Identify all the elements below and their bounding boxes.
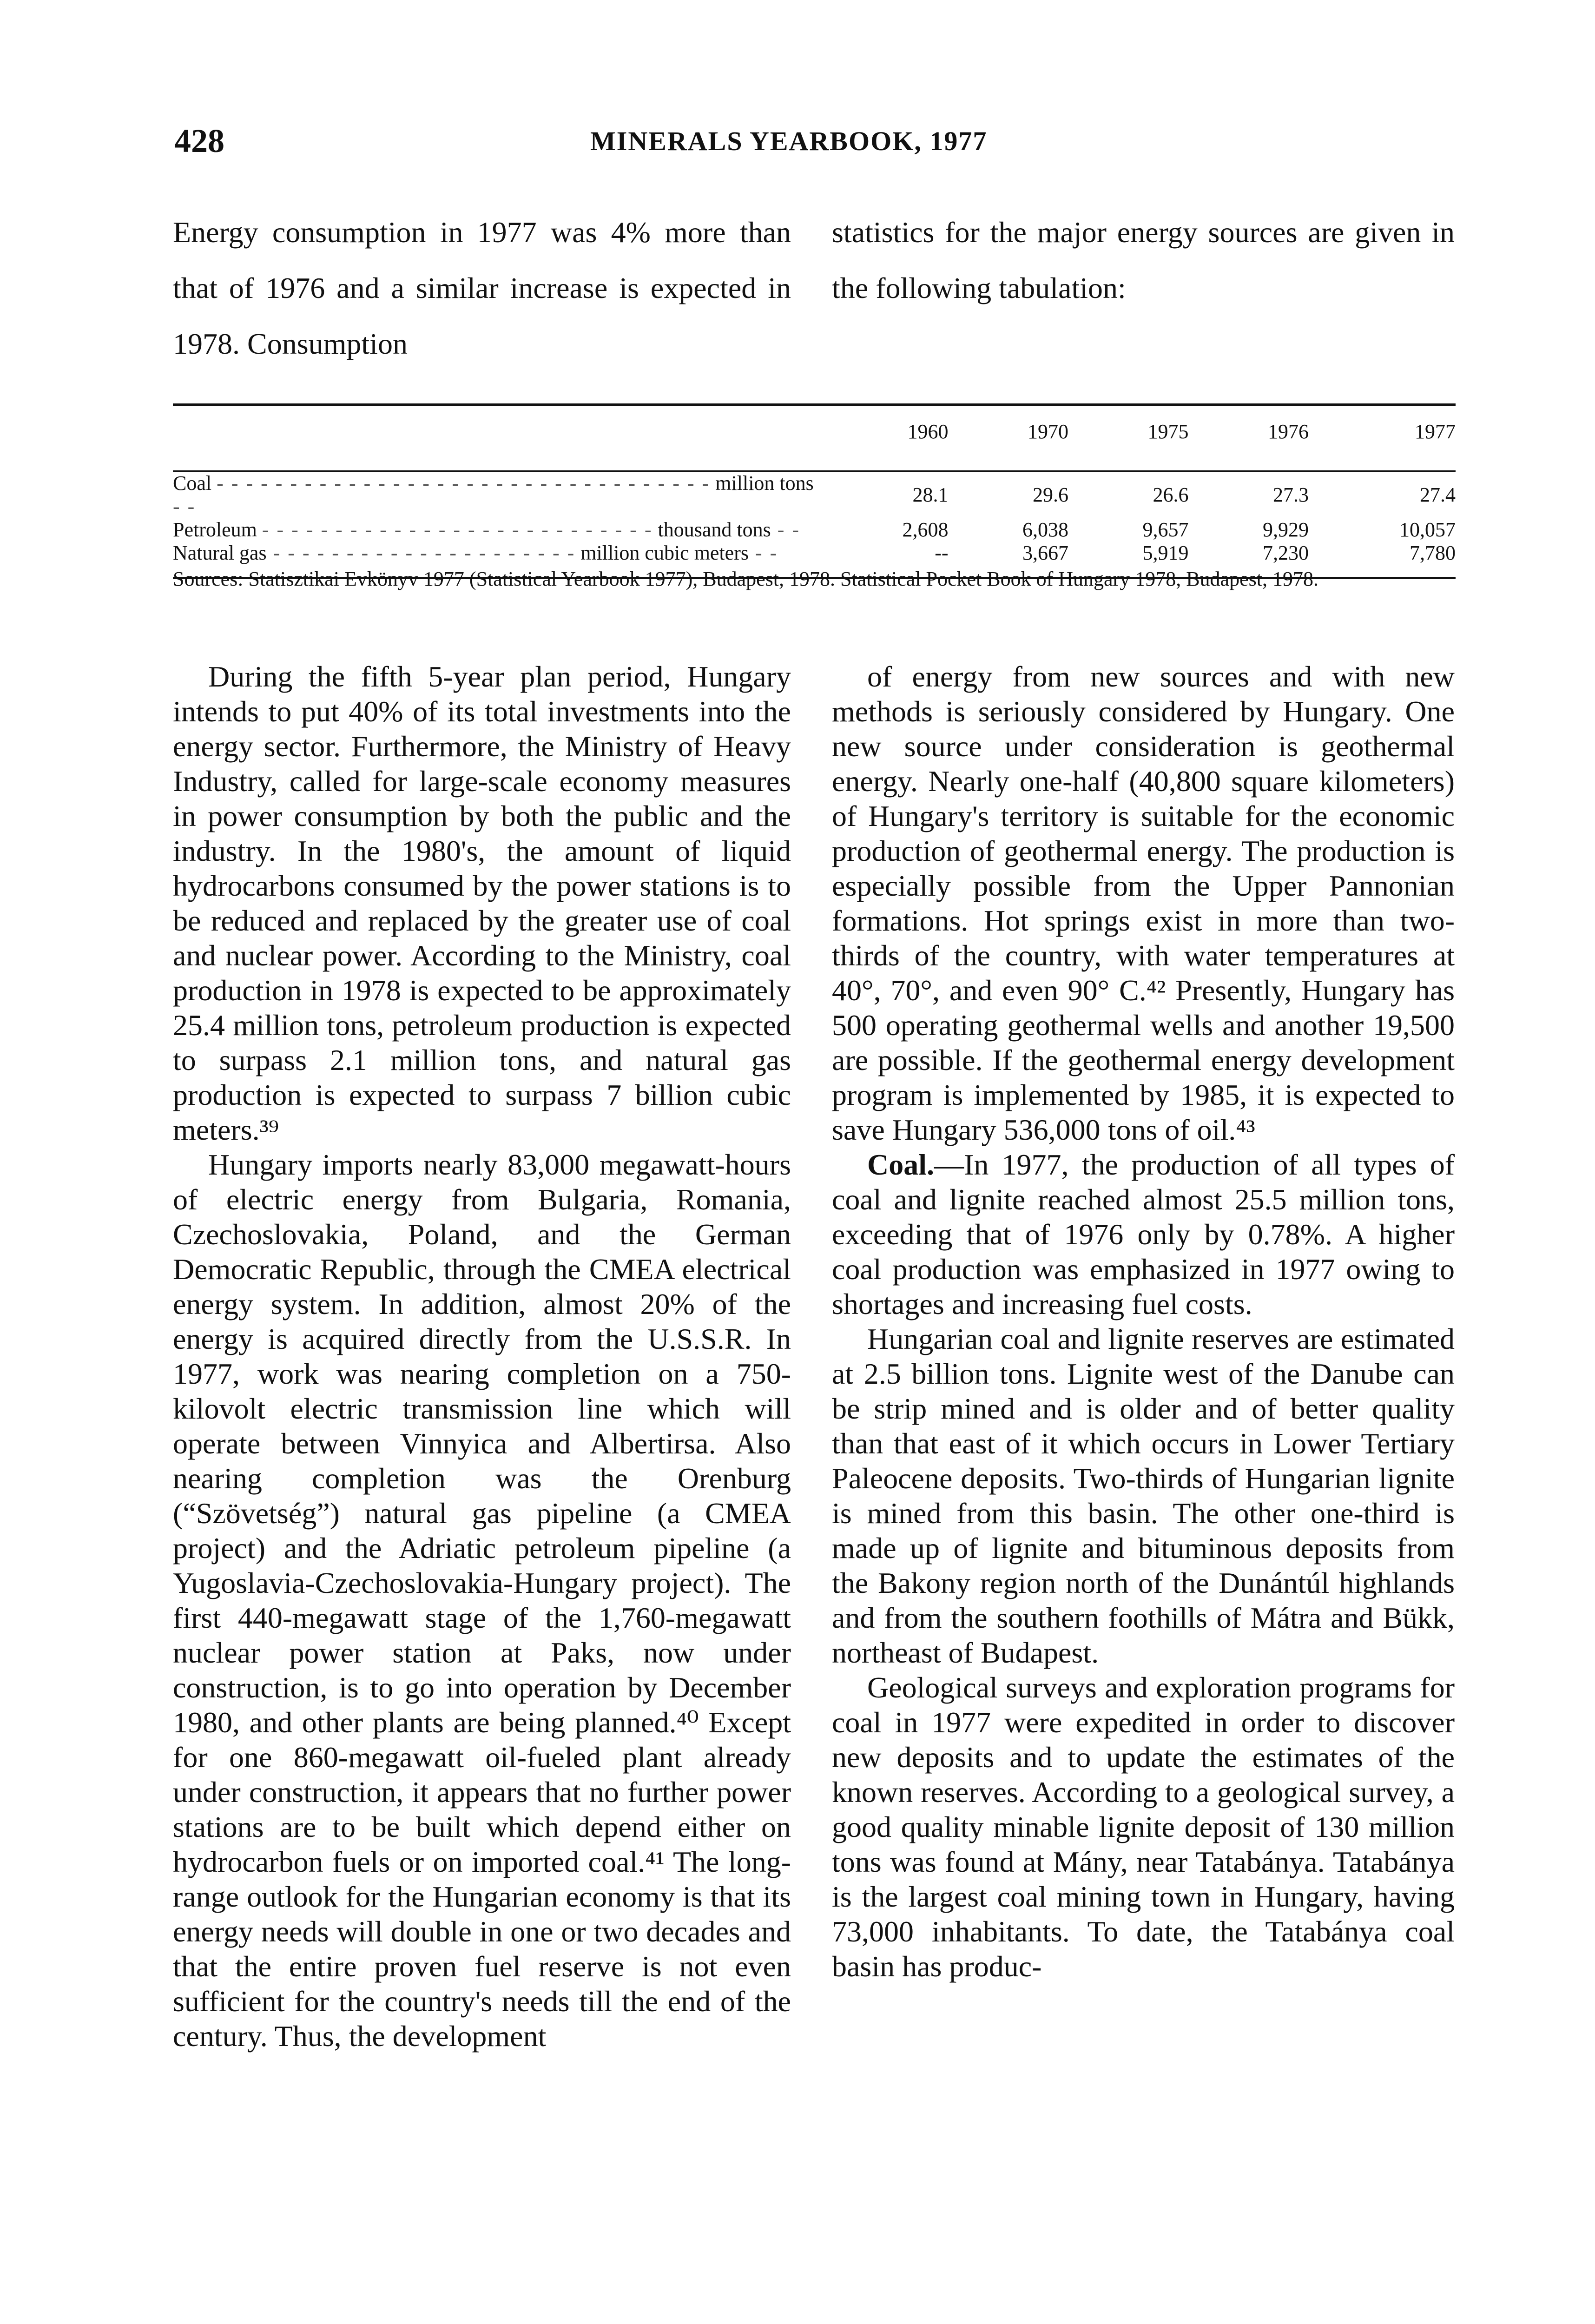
table-cell: 6,038 bbox=[1022, 518, 1068, 541]
table-cell: 7,230 bbox=[1263, 541, 1309, 564]
energy-data-table bbox=[173, 406, 1456, 565]
table-cell: 28.1 bbox=[912, 483, 949, 506]
year-header: 1970 bbox=[1028, 420, 1068, 443]
body-column-left bbox=[173, 659, 791, 2053]
row-label: Natural gas - - - - - - - - - - - - - - - - - - - - - million cubic meters - - bbox=[173, 541, 778, 564]
header-label-cell bbox=[173, 406, 828, 443]
table-row bbox=[173, 472, 1456, 518]
paragraph: of energy from new sources and with new methods is seriously considered by Hungary. One new source under consideration is geothermal energy. Nearly one-half (40,800 square kilometers) of Hungary's territory is suitable for the economic production of geothermal energy. The production is especially possible from the Upper Pannonian formations. Hot springs exist in more than two-thirds of the country, with water temperatures at 40°, 70°, and even 90° C.⁴² Presently, Hungary has 500 operating geothermal wells and another 19,500 are possible. If the geothermal energy development program is implemented by 1985, it is expected to save Hungary 536,000 tons of oil.⁴³ bbox=[832, 660, 1455, 1146]
paragraph bbox=[832, 1147, 1455, 1321]
table-cell: 26.6 bbox=[1153, 483, 1189, 506]
table-cell: -- bbox=[935, 541, 949, 564]
year-header: 1975 bbox=[1147, 420, 1189, 443]
table-header-row bbox=[173, 406, 1456, 443]
table-cell: 27.4 bbox=[1420, 483, 1456, 506]
running-head: MINERALS YEARBOOK, 1977 bbox=[590, 126, 988, 156]
table-cell: 5,919 bbox=[1142, 541, 1189, 564]
paragraph-text: —In 1977, the production of all types of coal and lignite reached almost 25.5 million tons, exceeding that of 1976 only by 0.78%. A higher coal production was emphasized in 1977 owing to shortages and increasing fuel costs. bbox=[832, 1148, 1455, 1320]
table-cell: 9,929 bbox=[1263, 518, 1309, 541]
body-column-right bbox=[832, 659, 1455, 1984]
table-cell: 29.6 bbox=[1033, 483, 1068, 506]
table-cell: 2,608 bbox=[902, 518, 949, 541]
table-cell: 7,780 bbox=[1410, 541, 1456, 564]
table-row bbox=[173, 518, 1456, 541]
paragraph: Hungary imports nearly 83,000 megawatt-hours of electric energy from Bulgaria, Romania, Czechoslovakia, Poland, and the German Democratic Republic, through the CMEA electrical energy system. In addition, almost 20% of the energy is acquired directly from the U.S.S.R. In 1977, work was nearing completion on a 750-kilovolt electric transmission line which will operate between Vinnyica and Albertirsa. Also nearing completion was the Orenburg (“Szövetség”) natural gas pipeline (a CMEA project) and the Adriatic petroleum pipeline (a Yugoslavia-Czechoslovakia-Hungary project). The first 440-megawatt stage of the 1,760-megawatt nuclear power station at Paks, now under construction, is to go into operation by December 1980, and other plants are being planned.⁴⁰ Except for one 860-megawatt oil-fueled plant already under construction, it appears that no further power stations are to be built which depend either on hydrocarbon fuels or on imported coal.⁴¹ The long-range outlook for the Hungarian economy is that its energy needs will double in one or two decades and that the entire proven fuel reserve is not even sufficient for the country's needs till the end of the century. Thus, the development bbox=[173, 1148, 791, 2053]
paragraph: Geological surveys and exploration programs for coal in 1977 were expedited in order to discover new deposits and to update the estimates of the known reserves. According to a geological survey, a good quality minable lignite deposit of 130 million tons was found at Mány, near Tatabánya. Tatabánya is the largest coal mining town in Hungary, having 73,000 inhabitants. To date, the Tatabánya coal basin has produc- bbox=[832, 1671, 1455, 1983]
year-header: 1977 bbox=[1415, 420, 1456, 443]
year-header: 1960 bbox=[907, 420, 949, 443]
row-label: Petroleum - - - - - - - - - - - - - - - - - - - - - - - - - - - thousand tons - - bbox=[173, 518, 801, 541]
table-cell: 27.3 bbox=[1273, 483, 1309, 506]
table-sources-note: Sources: Statisztikai Evkönyv 1977 (Statistical Yearbook 1977), Budapest, 1978. Statistical Pocket Book of Hungary 1978, Budapest, 1978. bbox=[173, 568, 1318, 590]
table-cell: 10,057 bbox=[1399, 518, 1456, 541]
table-cell: 9,657 bbox=[1142, 518, 1189, 541]
page-number: 428 bbox=[174, 122, 224, 159]
paragraph: Hungarian coal and lignite reserves are estimated at 2.5 billion tons. Lignite west of the Danube can be strip mined and is older and of better quality than that east of it which occurs in Lower Tertiary Paleocene deposits. Two-thirds of Hungarian lignite is mined from this basin. The other one-third is made up of lignite and bituminous deposits from the Bakony region north of the Dunántúl highlands and from the southern foothills of Mátra and Bükk, northeast of Budapest. bbox=[832, 1322, 1455, 1669]
section-heading-coal: Coal. bbox=[867, 1148, 934, 1181]
intro-right: statistics for the major energy sources are given in the following tabulation: bbox=[832, 216, 1455, 304]
table-row bbox=[173, 541, 1456, 565]
energy-table bbox=[173, 403, 1456, 579]
row-label: Coal - - - - - - - - - - - - - - - - - - - - - - - - - - - - - - - - - - million tons - - bbox=[173, 472, 814, 518]
intro-left: Energy consumption in 1977 was 4% more than that of 1976 and a similar increase is expected in 1978. Consumption bbox=[173, 216, 791, 360]
paragraph: During the fifth 5-year plan period, Hungary intends to put 40% of its total investments into the energy sector. Furthermore, the Ministry of Heavy Industry, called for large-scale economy measures in power consumption by both the public and the industry. In the 1980's, the amount of liquid hydrocarbons consumed by the power stations is to be reduced and replaced by the greater use of coal and nuclear power. According to the Ministry, coal production in 1978 is expected to be approximately 25.4 million tons, petroleum production is expected to surpass 2.1 million tons, and natural gas production is expected to surpass 7 billion cubic meters.³⁹ bbox=[173, 660, 791, 1146]
table-cell: 3,667 bbox=[1022, 541, 1068, 564]
year-header: 1976 bbox=[1268, 420, 1309, 443]
